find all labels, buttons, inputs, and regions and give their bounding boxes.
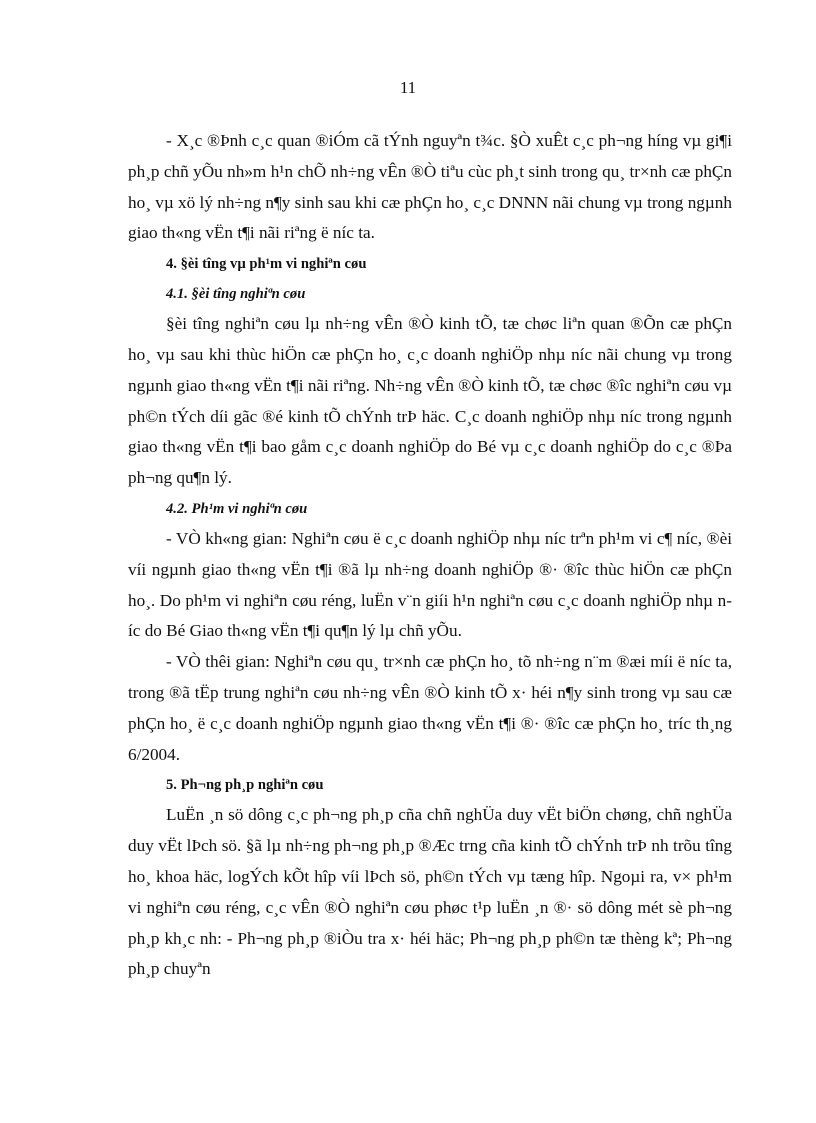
paragraph-time: - VÒ thêi gian: Nghiªn cøu qu¸ tr×nh cæ phÇn ho¸ tõ nh÷ng n¨m ®æi míi ë níc ta, trong ®ã tËp trung nghiªn cøu nh÷ng vÊn ®Ò kinh tÕ x· héi n¶y sinh trong vµ sau cæ phÇn ho¸ ë c¸c doanh nghiÖp ngµnh giao th«ng vËn t¶i ®· ®îc cæ phÇn ho¸ tríc th¸ng 6/2004. (128, 652, 732, 764)
heading-scope: 4. §èi tîng vµ ph¹m vi nghiªn cøu (166, 256, 367, 273)
page-number: 11 (399, 78, 417, 97)
subheading-object: 4.1. §èi tîng nghiªn cøu (166, 286, 306, 303)
page-body (128, 126, 732, 985)
paragraph-objectives: - X¸c ®Þnh c¸c quan ®iÓm cã tÝnh nguyªn t¾c. §Ò xuÊt c¸c ph¬ng híng vµ gi¶i ph¸p chñ yÕu nh»m h¹n chÕ nh÷ng vÊn ®Ò tiªu cùc ph¸t sinh trong qu¸ tr×nh cæ phÇn ho¸ vµ xö lý nh÷ng n¶y sinh sau khi cæ phÇn ho¸ c¸c DNNN nãi chung vµ trong ngµnh giao th«ng vËn t¶i nãi riªng ë níc ta. (128, 131, 732, 243)
paragraph-methods: LuËn ¸n sö dông c¸c ph¬ng ph¸p cña chñ nghÜa duy vËt biÖn chøng, chñ nghÜa duy vËt lÞch sö. §ã lµ nh÷ng ph¬ng ph¸p ®Æc trng cña kinh tÕ chÝnh trÞ nh trõu tîng ho¸ khoa häc, logÝch kÕt hîp víi lÞch sö, ph©n tÝch vµ tæng hîp. Ngoµi ra, v× ph¹m vi nghiªn cøu réng, c¸c vÊn ®Ò nghiªn cøu phøc t¹p luËn ¸n ®· sö dông mét sè ph¬ng ph¸p kh¸c nh: - Ph¬ng ph¸p ®iÒu tra x· héi häc; Ph¬ng ph¸p ph©n tæ thèng kª; Ph¬ng ph¸p chuyªn (128, 805, 732, 979)
heading-methods: 5. Ph¬ng ph¸p nghiªn cøu (166, 777, 324, 794)
subheading-range: 4.2. Ph¹m vi nghiªn cøu (166, 500, 308, 517)
paragraph-space: - VÒ kh«ng gian: Nghiªn cøu ë c¸c doanh nghiÖp nhµ níc trªn ph¹m vi c¶ níc, ®èi víi ngµnh giao th«ng vËn t¶i ®ã lµ nh÷ng doanh nghiÖp ®· ®îc thùc hiÖn cæ phÇn ho¸. Do ph¹m vi nghiªn cøu réng, luËn v¨n giíi h¹n nghiªn cøu c¸c doanh nghiÖp nhµ níc do Bé Giao th«ng vËn t¶i qu¶n lý lµ chñ yÕu. (128, 528, 732, 641)
paragraph-object: §èi tîng nghiªn cøu lµ nh÷ng vÊn ®Ò kinh tÕ, tæ chøc liªn quan ®Õn cæ phÇn ho¸ vµ sau khi thùc hiÖn cæ phÇn ho¸ c¸c doanh nghiÖp nhµ níc nãi chung vµ trong ngµnh giao th«ng vËn t¶i nãi riªng. Nh÷ng vÊn ®Ò kinh tÕ, tæ chøc ®îc nghiªn cøu vµ ph©n tÝch díi gãc ®é kinh tÕ chÝnh trÞ häc. C¸c doanh nghiÖp nhµ níc trong ngµnh giao th«ng vËn t¶i bao gåm c¸c doanh nghiÖp do Bé vµ c¸c doanh nghiÖp do c¸c ®Þa ph¬ng qu¶n lý. (128, 314, 732, 488)
